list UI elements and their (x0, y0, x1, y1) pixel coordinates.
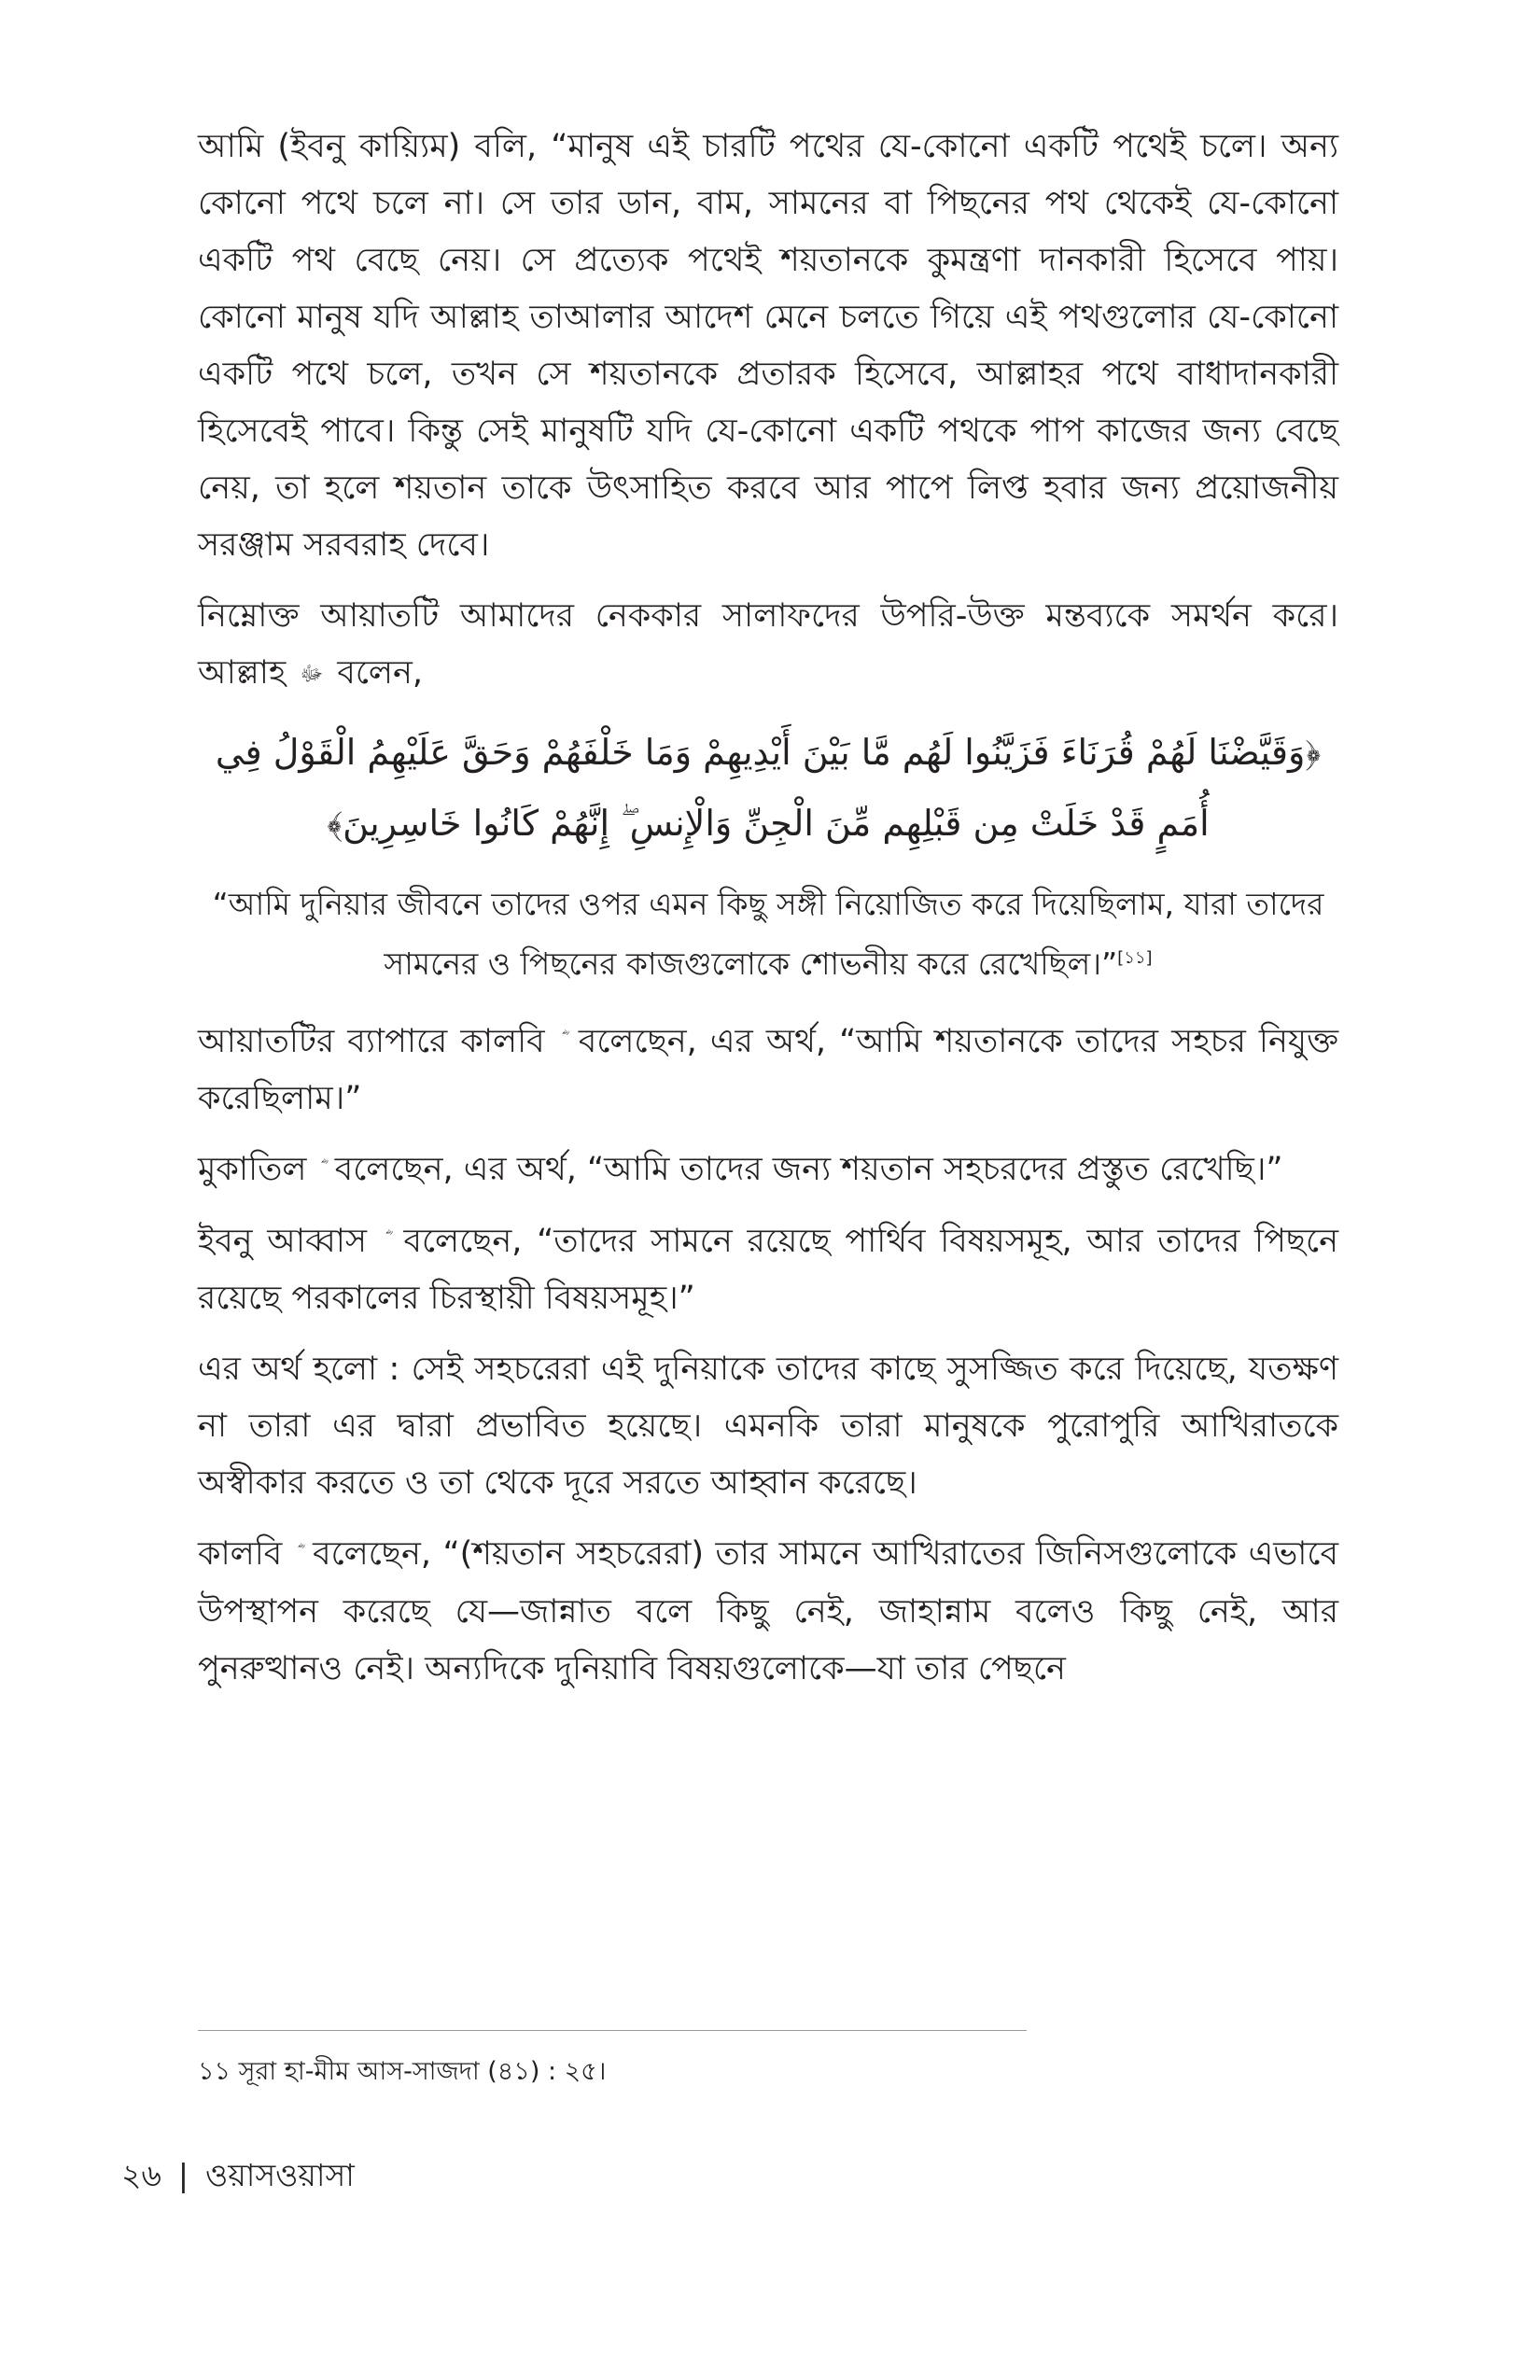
translation-text: “আমি দুনিয়ার জীবনে তাদের ওপর এমন কিছু সঙ্গী নিয়োজিত করে দিয়েছিলাম, যারা তাদের সামনের ও পিছনের কাজগুলোকে শোভনীয় করে রেখেছিল।” (212, 885, 1324, 982)
honorific-ra-mark (317, 1159, 325, 1183)
footnote-divider (198, 2030, 1027, 2031)
paragraph-meaning: এর অর্থ হলো : সেই সহচরেরা এই দুনিয়াকে তাদের কাছে সুসজ্জিত করে দিয়েছে, যতক্ষণ না তারা এর দ্বারা প্রভাবিত হয়েছে। এমনকি তারা মানুষকে পুরোপুরি আখিরাতকে অস্বীকার করতে ও তা থেকে দূরে সরতে আহ্বান করেছে। (198, 1351, 1338, 1502)
footer-separator: | (177, 2157, 189, 2193)
page-footer (121, 2155, 355, 2196)
muqatil-before: মুকাতিল (198, 1151, 307, 1188)
honorific-ra-mark (558, 1030, 566, 1054)
ibn-abbas-before: ইবনু আব্বাস (198, 1222, 367, 1260)
muqatil-after: বলেছেন, এর অর্থ, “আমি তাদের জন্য শয়তান সহচরদের প্রস্তুত রেখেছি।” (334, 1151, 1283, 1188)
paragraph-kalbi-1 (198, 1014, 1338, 1128)
page-number: ২৬ (121, 2157, 161, 2193)
footnote-reference: [১১] (1117, 947, 1153, 968)
kalbi-1-after: বলেছেন, এর অর্থ, “আমি শয়তানকে তাদের সহচর নিযুক্ত করেছিলাম।” (198, 1022, 1338, 1117)
paragraph-kalbi-2 (198, 1526, 1338, 1698)
honorific-ra-mark (294, 1544, 301, 1567)
kalbi-2-after: বলেছেন, “(শয়তান সহচরেরা) তার সামনে আখিরাতের জিনিসগুলোকে এভাবে উপস্থাপন করেছে যে—জান্নাত বলে কিছু নেই, জাহান্নাম বলেও কিছু নেই, আর পুনরুত্থানও নেই। অন্যদিকে দুনিয়াবি বিষয়গুলোকে—যা তার পেছনে (198, 1535, 1338, 1687)
kalbi-2-before: কালবি (198, 1535, 283, 1573)
honorific-allah-mark: ﷻ (300, 662, 324, 686)
kalbi-1-before: আয়াতটির ব্যাপারে কালবি (198, 1022, 545, 1060)
ibn-abbas-after: বলেছেন, “তাদের সামনে রয়েছে পার্থিব বিষয়সমূহ, আর তাদের পিছনে রয়েছে পরকালের চিরস্থায়ী বিষয়সমূহ।” (198, 1222, 1338, 1317)
running-title: ওয়াসওয়াসা (205, 2157, 355, 2193)
arabic-verse: ﴿وَقَيَّضْنَا لَهُمْ قُرَنَاءَ فَزَيَّنُوا لَهُم مَّا بَيْنَ أَيْدِيهِمْ وَمَا خَلْفَهُمْ وَحَقَّ عَلَيْهِمُ الْقَوْلُ فِي أُمَمٍ قَدْ خَلَتْ مِن قَبْلِهِم مِّنَ الْجِنِّ وَالْإِنسِ ۖ إِنَّهُمْ كَانُوا خَاسِرِينَ﴾ (215, 731, 1322, 844)
paragraph-ibn-qayyim: আমি (ইবনু কায়্যিম) বলি, “মানুষ এই চারটি পথের যে-কোনো একটি পথেই চলে। অন্য কোনো পথে চলে না। সে তার ডান, বাম, সামনের বা পিছনের পথ থেকেই যে-কোনো একটি পথ বেছে নেয়। সে প্রত্যেক পথেই শয়তানকে কুমন্ত্রণা দানকারী হিসেবে পায়। কোনো মানুষ যদি আল্লাহ তাআলার আদেশ মেনে চলতে গিয়ে এই পথগুলোর যে-কোনো একটি পথে চলে, তখন সে শয়তানকে প্রতারক হিসেবে, আল্লাহর পথে বাধাদানকারী হিসেবেই পাবে। কিন্তু সেই মানুষটি যদি যে-কোনো একটি পথকে পাপ কাজের জন্য বেছে নেয়, তা হলে শয়তান তাকে উৎসাহিত করবে আর পাপে লিপ্ত হবার জন্য প্রয়োজনীয় সরঞ্জাম সরবরাহ দেবে। (198, 128, 1338, 564)
main-text (198, 119, 1338, 1712)
paragraph-ibn-abbas (198, 1213, 1338, 1328)
paragraph-muqatil (198, 1141, 1338, 1199)
verse-translation (198, 877, 1338, 991)
paragraph-verse-intro (198, 588, 1338, 703)
verse-intro-text: নিম্নোক্ত আয়াতটি আমাদের নেককার সালাফদের উপরি-উক্ত মন্তব্যকে সমর্থন করে। আল্লাহ (198, 597, 1338, 692)
verse-intro-said: বলেন, (337, 654, 424, 692)
honorific-ra-mark (382, 1230, 389, 1253)
footnote: ১১ সূরা হা-মীম আস-সাজদা (৪১) : ২৫। (198, 2057, 607, 2086)
